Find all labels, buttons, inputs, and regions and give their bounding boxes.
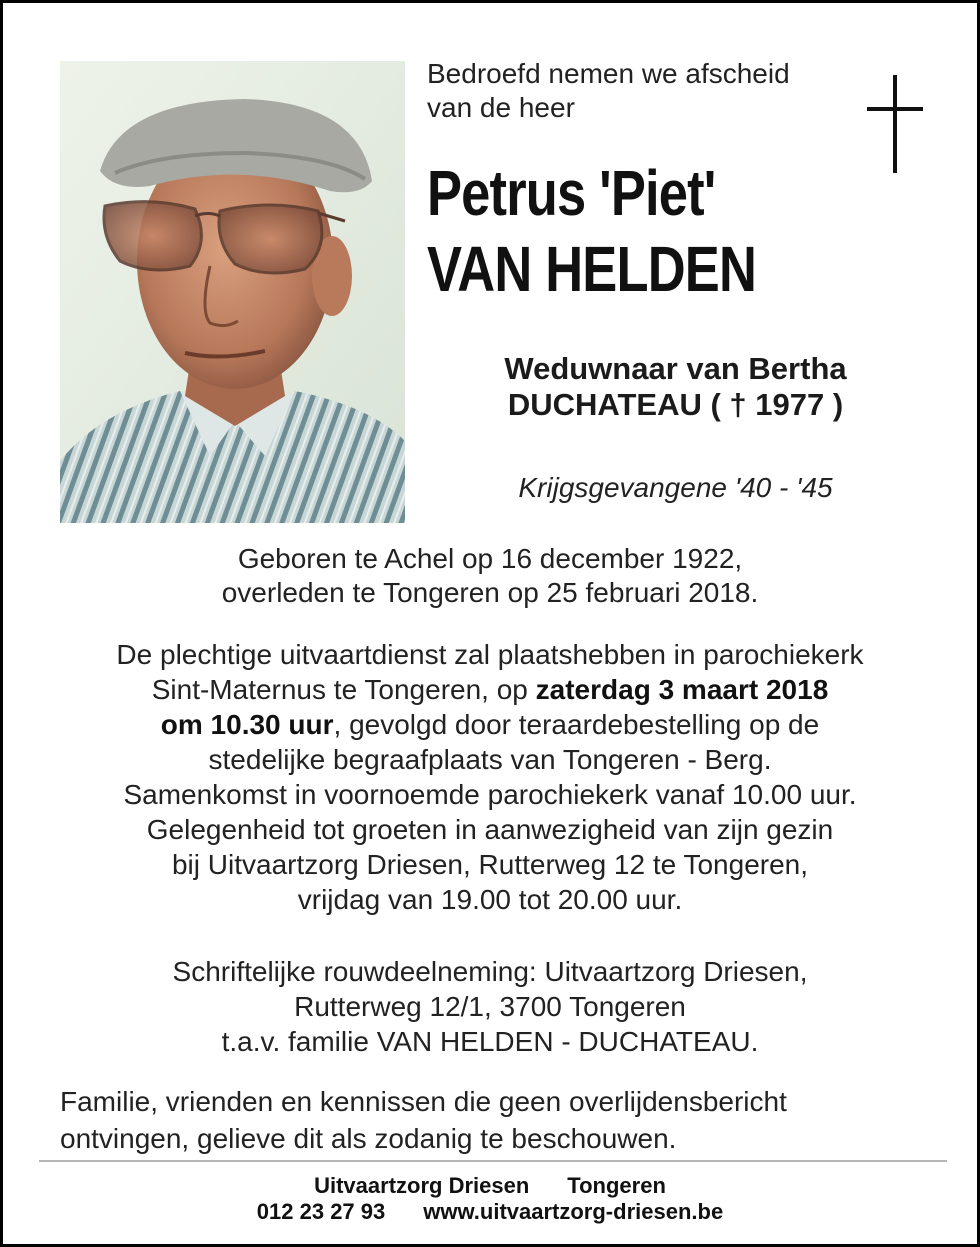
condolences-line-3: t.a.v. familie VAN HELDEN - DUCHATEAU. <box>221 1026 759 1057</box>
birth-line: Geboren te Achel op 16 december 1922, <box>237 543 743 574</box>
widower-line-2: DUCHATEAU ( † 1977 ) <box>507 387 844 422</box>
closing-text <box>60 1083 940 1157</box>
cross-icon <box>863 73 927 175</box>
intro-line-1: Bedroefd nemen we afscheid <box>427 58 790 89</box>
deceased-name-line-2: VAN HELDEN <box>427 233 757 305</box>
service-line-8: vrijdag van 19.00 tot 20.00 uur. <box>297 884 683 915</box>
deceased-name <box>427 155 837 307</box>
widower-text <box>433 351 918 423</box>
closing-line-1: Familie, vrienden en kennissen die geen overlijdensbericht <box>60 1086 787 1117</box>
funeral-service-text <box>3 637 977 917</box>
condolences-text <box>3 954 977 1059</box>
condolences-line-1: Schriftelijke rouwdeelneming: Uitvaartzorg Driesen, <box>172 956 808 987</box>
intro-line-2: van de heer <box>427 92 575 123</box>
condolences-line-2: Rutterweg 12/1, 3700 Tongeren <box>294 991 686 1022</box>
footer-company: Uitvaartzorg Driesen <box>314 1173 530 1198</box>
deceased-name-line-1: Petrus 'Piet' <box>427 157 716 229</box>
service-line-2 <box>3 672 977 707</box>
birth-death-text <box>3 542 977 610</box>
service-line-1: De plechtige uitvaartdienst zal plaatshebben in parochiekerk <box>116 639 864 670</box>
service-line-5: Samenkomst in voornoemde parochiekerk vanaf 10.00 uur. <box>123 779 857 810</box>
footer <box>3 1173 977 1225</box>
footer-website-link[interactable]: www.uitvaartzorg-driesen.be <box>423 1199 724 1224</box>
widower-line-1: Weduwnaar van Bertha <box>504 351 847 386</box>
service-line-3-text: , gevolgd door teraardebestelling op de <box>333 709 820 740</box>
service-line-2-text: Sint-Maternus te Tongeren, op <box>151 674 536 705</box>
service-line-6: Gelegenheid tot groeten in aanwezigheid van zijn gezin <box>146 814 834 845</box>
footer-city: Tongeren <box>567 1173 666 1198</box>
service-time: om 10.30 uur <box>160 709 334 740</box>
closing-line-2: ontvingen, gelieve dit als zodanig te beschouwen. <box>60 1123 677 1154</box>
footer-line-1 <box>3 1173 977 1199</box>
footer-phone: 012 23 27 93 <box>256 1199 386 1224</box>
death-line: overleden te Tongeren op 25 februari 2018. <box>221 577 759 608</box>
service-line-7: bij Uitvaartzorg Driesen, Rutterweg 12 te Tongeren, <box>171 849 809 880</box>
prisoner-of-war-text: Krijgsgevangene '40 - '45 <box>518 472 833 503</box>
service-line-3 <box>3 707 977 742</box>
service-line-4: stedelijke begraafplaats van Tongeren - Berg. <box>208 744 772 775</box>
footer-line-2 <box>3 1199 977 1225</box>
footer-divider <box>39 1160 947 1162</box>
portrait-photo <box>60 61 405 523</box>
service-date: zaterdag 3 maart 2018 <box>535 674 829 705</box>
intro-text <box>427 57 847 125</box>
